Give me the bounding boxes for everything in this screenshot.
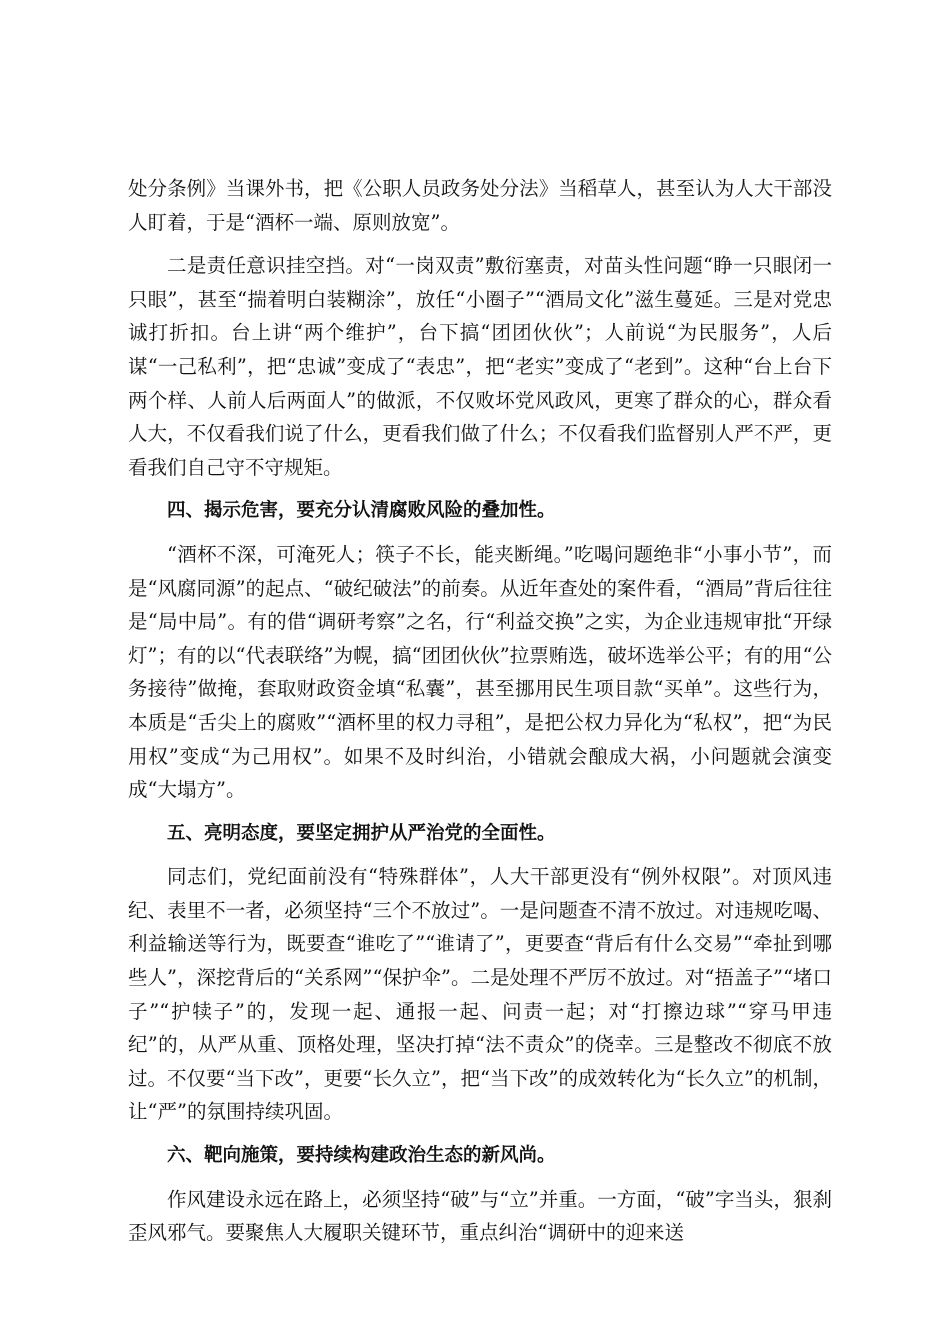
- section-heading-4: 四、揭示危害，要充分认清腐败风险的叠加性。: [167, 500, 556, 522]
- paragraph-measures: 作风建设永远在路上，必须坚持“破”与“立”并重。一方面，“破”字当头，狠刹歪风邪气。要聚焦人大履职关键环节，重点纠治“调研中的迎来送: [128, 1187, 832, 1245]
- paragraph-responsibility: 二是责任意识挂空挡。对“一岗双责”敷衍塞责，对苗头性问题“睁一只眼闭一只眼”，甚至“揣着明白装糊涂”，放任“小圈子”“酒局文化”滋生蔓延。三是对党忠诚打折扣。台上讲“两个维护”，台下搞“团团伙伙”；人前说“为民服务”，人后谋“一己私利”，把“忠诚”变成了“表忠”，把“老实”变成了“老到”。这种“台上台下两个样、人前人后两面人”的做派，不仅败坏党风政风，更寒了群众的心，群众看人大，不仅看我们说了什么，更看我们做了什么；不仅看我们监督别人严不严，更看我们自己守不守规矩。: [128, 254, 832, 479]
- document-page: [128, 172, 832, 1260]
- section-heading-5: 五、亮明态度，要坚定拥护从严治党的全面性。: [167, 822, 556, 844]
- paragraph-attitude: 同志们，党纪面前没有“特殊群体”，人大干部更没有“例外权限”。对顶风违纪、表里不一者，必须坚持“三个不放过”。一是问题查不清不放过。对违规吃喝、利益输送等行为，既要查“谁吃了”“谁请了”，更要查“背后有什么交易”“牵扯到哪些人”，深挖背后的“关系网”“保护伞”。二是处理不严厉不放过。对“捂盖子”“堵口子”“护犊子”的，发现一起、通报一起、问责一起；对“打擦边球”“穿马甲违纪”的，从严从重、顶格处理，坚决打掉“法不责众”的侥幸。三是整改不彻底不放过。不仅要“当下改”，更要“长久立”，把“当下改”的成效转化为“长久立”的机制，让“严”的氛围持续巩固。: [128, 865, 832, 1124]
- section-heading-6: 六、靶向施策，要持续构建政治生态的新风尚。: [167, 1145, 556, 1167]
- paragraph-harm: “酒杯不深，可淹死人；筷子不长，能夹断绳。”吃喝问题绝非“小事小节”，而是“风腐同源”的起点、“破纪破法”的前奏。从近年查处的案件看，“酒局”背后往往是“局中局”。有的借“调研考察”之名，行“利益交换”之实，为企业违规审批“开绿灯”；有的以“代表联络”为幌，搞“团团伙伙”拉票贿选，破坏选举公平；有的用“公务接待”做掩，套取财政资金填“私囊”，甚至挪用民生项目款“买单”。这些行为，本质是“舌尖上的腐败”“酒杯里的权力寻租”，是把公权力异化为“私权”，把“为民用权”变成“为己用权”。如果不及时纠治，小错就会酿成大祸，小问题就会演变成“大塌方”。: [128, 542, 832, 802]
- paragraph-continuation: 处分条例》当课外书，把《公职人员政务处分法》当稻草人，甚至认为人大干部没人盯着，于是“酒杯一端、原则放宽”。: [128, 177, 832, 234]
